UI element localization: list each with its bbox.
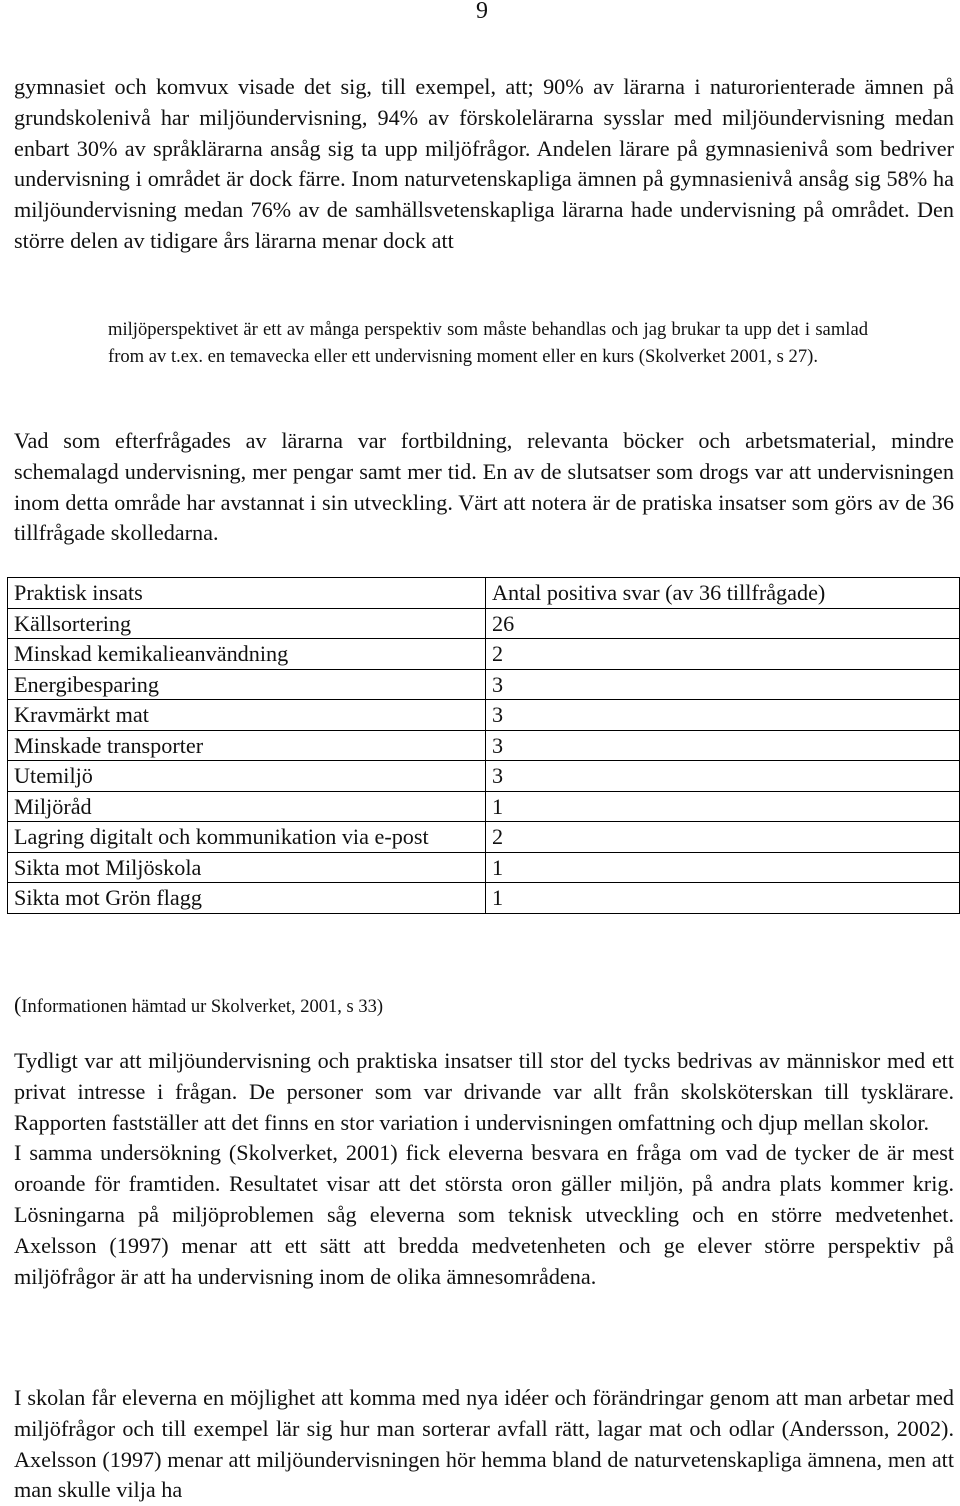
paragraph-school-opportunity: I skolan får eleverna en möjlighet att komma med nya idéer och förändringar genom att man arbetar med miljöfrågor och till exempel lär sig hur man sorterar avfall rätt, lagar mat och odlar (Andersson, 2002). Axelsson (1997) menar att miljöundervisningen hör hemma bland de naturvetenskapliga ämnena, men att man skulle vilja ha bbox=[14, 1385, 954, 1503]
table-row bbox=[8, 608, 960, 639]
table-cell-count: 1 bbox=[486, 883, 960, 914]
table-cell-measure: Minskad kemikalieanvändning bbox=[8, 639, 486, 670]
table-row bbox=[8, 883, 960, 914]
table-row bbox=[8, 852, 960, 883]
paragraph-teacher-survey: gymnasiet och komvux visade det sig, till exempel, att; 90% av lärarna i naturorienterade ämnen på grundskolenivå har miljöundervisning, 94% av förskolelärarna sysslar med miljöundervisning medan enbart 30% av språklärarna ansåg sig ta upp miljöfrågor. Andelen lärare på gymnasienivå som bedriver undervisning i området är dock färre. Inom naturvetenskapliga ämnen på gymnasienivå ansåg sig 58% ha miljöundervisning medan 76% av de samhällsvetenskapliga lärarna hade undervisning på området. Den större delen av tidigare års lärarna menar dock att bbox=[14, 74, 954, 253]
table-row bbox=[8, 669, 960, 700]
table-cell-measure: Sikta mot Grön flagg bbox=[8, 883, 486, 914]
table-cell-measure: Källsortering bbox=[8, 608, 486, 639]
block-quote: miljöperspektivet är ett av många perspektiv som måste behandlas och jag brukar ta upp det i samlad from av t.ex. en temavecka eller ett undervisning moment eller en kurs (Skolverket 2001, s 27). bbox=[108, 319, 868, 367]
table-cell-count: 2 bbox=[486, 822, 960, 853]
table-header-cell: Antal positiva svar (av 36 tillfrågade) bbox=[486, 578, 960, 609]
practical-measures-table bbox=[7, 577, 960, 914]
table-cell-measure: Energibesparing bbox=[8, 669, 486, 700]
table-cell-measure: Lagring digitalt och kommunikation via e-post bbox=[8, 822, 486, 853]
table-header-cell: Praktisk insats bbox=[8, 578, 486, 609]
table-cell-count: 3 bbox=[486, 730, 960, 761]
page-number: 9 bbox=[476, 0, 488, 24]
table-header-row bbox=[8, 578, 960, 609]
paragraph-discussion bbox=[14, 1046, 954, 1292]
table-row bbox=[8, 822, 960, 853]
table-cell-measure: Kravmärkt mat bbox=[8, 700, 486, 731]
source-text: Informationen hämtad ur Skolverket, 2001, s 33) bbox=[21, 997, 384, 1017]
table-cell-measure: Minskade transporter bbox=[8, 730, 486, 761]
table-cell-count: 3 bbox=[486, 761, 960, 792]
table-cell-measure: Sikta mot Miljöskola bbox=[8, 852, 486, 883]
paragraph-private-interest: Tydligt var att miljöundervisning och praktiska insatser till stor del tycks bedrivas av människor med ett privat intresse i frågan. De personer som var drivande var allt från skolsköterskan till tysklärare. Rapporten fastställer att det finns en stor variation i undervisningen omfattning och djup mellan skolor. bbox=[14, 1048, 954, 1135]
table-row bbox=[8, 791, 960, 822]
table-row bbox=[8, 730, 960, 761]
source-open-paren: ( bbox=[14, 992, 22, 1017]
table-row bbox=[8, 639, 960, 670]
table-cell-count: 2 bbox=[486, 639, 960, 670]
paragraph-student-survey: I samma undersökning (Skolverket, 2001) fick eleverna besvara en fråga om vad de tycker de är mest oroande för framtiden. Resultatet visar att det största oron gäller miljön, på andra plats kommer krig. Lösningarna på miljöproblemen såg eleverna som teknisk utveckling och en större medvetenhet. Axelsson (1997) menar att ett sätt att bredda medvetenheten och ge elever större perspektiv på miljöfrågor är att ha undervisning inom de olika ämnesområdena. bbox=[14, 1140, 954, 1289]
paragraph-requests: Vad som efterfrågades av lärarna var fortbildning, relevanta böcker och arbetsmaterial, mindre schemalagd undervisning, mer pengar samt mer tid. En av de slutsatser som drogs var att undervisningen inom detta område har avstannat i sin utveckling. Värt att notera är de pratiska insatser som görs av de 36 tillfrågade skolledarna. bbox=[14, 428, 954, 546]
table-row bbox=[8, 761, 960, 792]
source-note bbox=[14, 990, 383, 1022]
table-cell-count: 1 bbox=[486, 791, 960, 822]
table-cell-count: 26 bbox=[486, 608, 960, 639]
table-cell-measure: Miljöråd bbox=[8, 791, 486, 822]
table-row bbox=[8, 700, 960, 731]
table-cell-count: 3 bbox=[486, 700, 960, 731]
table-cell-measure: Utemiljö bbox=[8, 761, 486, 792]
table-cell-count: 3 bbox=[486, 669, 960, 700]
table-cell-count: 1 bbox=[486, 852, 960, 883]
